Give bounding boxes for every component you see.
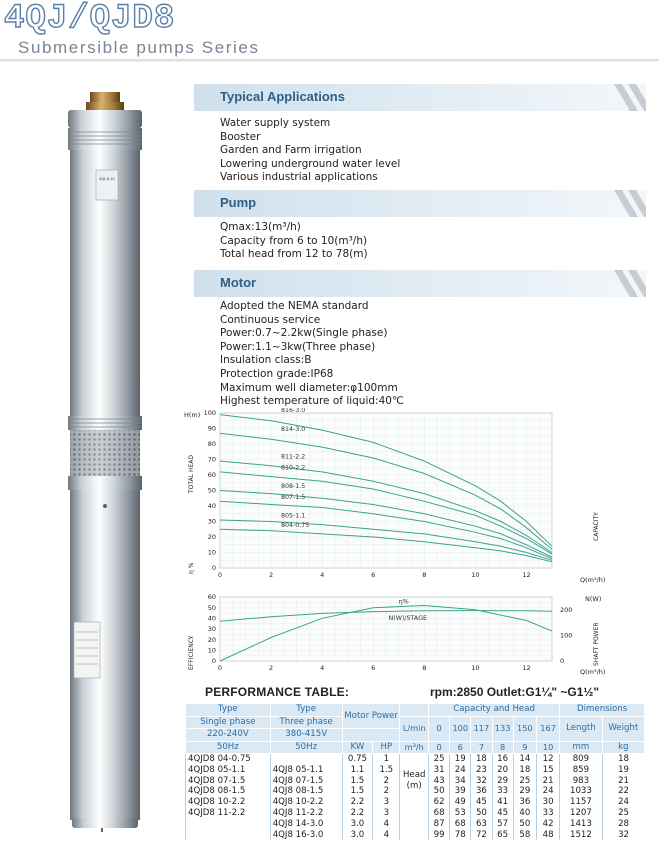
header-blank xyxy=(400,704,429,717)
header-kw: KW xyxy=(342,741,373,754)
performance-table xyxy=(185,703,645,840)
header-capacity-m3h: 0 xyxy=(429,741,450,754)
rpm-outlet-note: rpm:2850 Outlet:G1¼" ~G1½" xyxy=(430,685,600,699)
header-lmin: L/min xyxy=(400,716,429,741)
cell-kw: 3.0 xyxy=(342,830,373,841)
list-item: Insulation class:B xyxy=(220,354,312,367)
cell-hp: 3 xyxy=(373,808,400,819)
cell-single-model: 4QJD8 07-1.5 xyxy=(186,776,271,787)
cell-length: 1512 xyxy=(560,830,602,841)
series-label: 810-2.2 xyxy=(281,464,306,472)
list-item: Total head from 12 to 78(m) xyxy=(220,248,368,261)
list-item: Garden and Farm irrigation xyxy=(220,144,362,157)
cell-weight: 21 xyxy=(602,776,644,787)
y-tick-label: 30 xyxy=(207,625,216,634)
cell-head-value: 39 xyxy=(450,786,471,797)
y-tick-label: 20 xyxy=(207,635,216,644)
series-label: η% xyxy=(398,598,409,606)
cell-head-value: 25 xyxy=(513,776,536,787)
header-dimensions: Dimensions xyxy=(560,704,645,717)
header-capacity-lmin: 133 xyxy=(492,716,513,741)
header-capacity-m3h: 8 xyxy=(492,741,513,754)
cell-single-model: 4QJD8 08-1.5 xyxy=(186,786,271,797)
cell-head-value: 29 xyxy=(513,786,536,797)
cell-kw: 1.5 xyxy=(342,786,373,797)
cell-three-model: 4QJ8 11-2.2 xyxy=(270,808,342,819)
cell-head-label xyxy=(400,765,429,797)
header-single-hz: 50Hz xyxy=(186,741,271,754)
x-tick-label: 10 xyxy=(471,664,480,672)
cell-single-model xyxy=(186,830,271,841)
cell-kw: 2.2 xyxy=(342,808,373,819)
product-title: 4QJ/QJD8 xyxy=(4,0,176,38)
header-weight-unit: kg xyxy=(602,741,644,754)
cell-weight: 32 xyxy=(602,830,644,841)
cell-head-value: 78 xyxy=(450,830,471,841)
stripe-decoration-icon xyxy=(610,270,646,297)
y-tick-label: 50 xyxy=(207,603,216,612)
cell-hp: 4 xyxy=(373,830,400,841)
cell-head-value: 42 xyxy=(536,819,559,830)
cell-length: 1157 xyxy=(560,797,602,808)
shaft-power-axis-label: SHAFT POWER xyxy=(593,622,600,666)
cell-head-value: 57 xyxy=(492,819,513,830)
cell-three-model: 4QJ8 14-3.0 xyxy=(270,819,342,830)
cell-kw: 3.0 xyxy=(342,819,373,830)
header-capacity-lmin: 117 xyxy=(471,716,492,741)
y-tick-label: 50 xyxy=(207,486,216,495)
y2-tick-label: 100 xyxy=(560,631,573,640)
cell-length: 1033 xyxy=(560,786,602,797)
cell-single-model: 4QJD8 05-1.1 xyxy=(186,765,271,776)
cell-hp: 3 xyxy=(373,797,400,808)
stripe-decoration-icon xyxy=(610,84,646,111)
x-tick-label: 4 xyxy=(320,664,325,672)
header-capacity-lmin: 167 xyxy=(536,716,559,741)
cell-hp: 4 xyxy=(373,819,400,830)
series-label: 805-1.1 xyxy=(281,512,306,520)
cell-weight: 18 xyxy=(602,754,644,765)
pump-heading-band xyxy=(194,190,646,217)
y2-tick-label: 200 xyxy=(560,606,573,614)
list-item: Qmax:13(m³/h) xyxy=(220,221,301,233)
cell-three-model: 4QJ8 05-1.1 xyxy=(270,765,342,776)
cell-hp: 1.5 xyxy=(373,765,400,776)
cell-hp: 2 xyxy=(373,776,400,787)
cell-head-value: 18 xyxy=(513,765,536,776)
header-type-single: Type xyxy=(186,704,271,717)
cell-hp: 1 xyxy=(373,754,400,765)
header-m3h: m³/h xyxy=(400,741,429,754)
cell-head-value: 58 xyxy=(513,830,536,841)
cell-length: 1207 xyxy=(560,808,602,819)
total-head-axis-label: TOTAL HEAD xyxy=(188,455,195,493)
x-tick-label: 12 xyxy=(522,664,531,672)
header-capacity-lmin: 0 xyxy=(429,716,450,741)
y-tick-label: 90 xyxy=(207,424,216,433)
cell-head-value: 72 xyxy=(471,830,492,841)
cell-kw: 0.75 xyxy=(342,754,373,765)
cell-head-value: 20 xyxy=(492,765,513,776)
cell-head-value: 24 xyxy=(450,765,471,776)
motor-heading: Motor xyxy=(220,275,257,290)
pump-spec-list xyxy=(220,221,368,262)
cell-head-label-blank xyxy=(400,819,429,830)
x-tick-label: 0 xyxy=(217,571,223,579)
cell-head-value: 50 xyxy=(513,819,536,830)
cell-head-value: 43 xyxy=(429,776,450,787)
list-item: Water supply system xyxy=(220,117,331,129)
cell-head-value: 14 xyxy=(513,754,536,765)
table-row xyxy=(186,819,645,830)
header-length-unit: mm xyxy=(560,741,602,754)
cell-single-model: 4QJD8 04-0.75 xyxy=(186,754,271,765)
series-label: N(W)/STAGE xyxy=(388,615,427,623)
cell-weight: 22 xyxy=(602,786,644,797)
y-tick-label: 40 xyxy=(207,502,216,511)
cell-kw: 2.2 xyxy=(342,797,373,808)
cell-head-value: 32 xyxy=(471,776,492,787)
header-single-phase: Single phase xyxy=(186,716,271,729)
table-row xyxy=(186,765,645,776)
cell-head-value: 87 xyxy=(429,819,450,830)
cell-length: 859 xyxy=(560,765,602,776)
series-label: 811-2.2 xyxy=(281,453,306,461)
cell-head-value: 33 xyxy=(492,786,513,797)
cell-head-value: 25 xyxy=(429,754,450,765)
y-tick-label: 40 xyxy=(207,614,216,623)
product-subtitle: Submersible pumps Series xyxy=(18,38,260,57)
cell-head-value: 45 xyxy=(471,797,492,808)
cell-head-value: 21 xyxy=(536,776,559,787)
header-capacity-m3h: 9 xyxy=(513,741,536,754)
y-tick-label: 60 xyxy=(207,471,216,480)
series-label: 804-0.75 xyxy=(281,521,310,529)
pump-heading: Pump xyxy=(220,195,257,210)
list-item: Continuous service xyxy=(220,313,321,326)
header-three-voltage: 380-415V xyxy=(270,729,342,742)
y-tick-label: 10 xyxy=(207,548,216,557)
cell-head-value: 53 xyxy=(450,808,471,819)
cell-head-value: 50 xyxy=(471,808,492,819)
cell-head-value: 99 xyxy=(429,830,450,841)
cell-head-value: 63 xyxy=(471,819,492,830)
x-tick-label: 8 xyxy=(422,664,427,672)
cell-head-value: 31 xyxy=(429,765,450,776)
cell-three-model: 4QJ8 07-1.5 xyxy=(270,776,342,787)
cell-kw: 1.5 xyxy=(342,776,373,787)
x-tick-label: 10 xyxy=(471,571,480,579)
header-hp: HP xyxy=(373,741,400,754)
cell-head-value: 33 xyxy=(536,808,559,819)
efficiency-x-axis-label: Q(m³/h) xyxy=(580,668,606,676)
cell-head-value: 48 xyxy=(536,830,559,841)
stripe-decoration-icon xyxy=(610,190,646,217)
list-item: Protection grade:IP68 xyxy=(220,367,334,380)
cell-head-value: 68 xyxy=(429,808,450,819)
header-length: Length xyxy=(560,716,602,741)
header-divider xyxy=(0,59,659,62)
series-label: 807-1.5 xyxy=(281,494,306,502)
table-row xyxy=(186,808,645,819)
header-weight: Weight xyxy=(602,716,644,741)
x-tick-label: 6 xyxy=(371,664,376,672)
y-tick-label: 60 xyxy=(207,593,216,602)
cell-weight: 28 xyxy=(602,819,644,830)
capacity-axis-label: CAPACITY xyxy=(593,512,600,541)
list-item: Capacity from 6 to 10(m³/h) xyxy=(220,234,368,247)
series-label: 808-1.5 xyxy=(281,483,306,491)
efficiency-plot-area xyxy=(208,593,573,672)
cell-head-value: 12 xyxy=(536,754,559,765)
cell-three-model: 4QJ8 10-2.2 xyxy=(270,797,342,808)
x-tick-label: 2 xyxy=(269,664,274,672)
series-label: 816-3.0 xyxy=(281,408,306,415)
y2-tick-label: 0 xyxy=(560,657,565,666)
cell-single-model: 4QJD8 11-2.2 xyxy=(186,808,271,819)
cell-kw: 1.1 xyxy=(342,765,373,776)
x-tick-label: 2 xyxy=(269,571,274,579)
list-item: Highest temperature of liquid:40℃ xyxy=(220,395,404,408)
list-item: Adopted the NEMA standard xyxy=(220,300,369,312)
head-unit: (m) xyxy=(406,780,422,791)
header-capacity-m3h: 10 xyxy=(536,741,559,754)
series-label: 814-3.0 xyxy=(281,425,306,433)
motor-heading-band xyxy=(194,270,646,297)
cell-length: 1413 xyxy=(560,819,602,830)
cell-head-value: 30 xyxy=(536,797,559,808)
cell-three-model: 4QJ8 16-3.0 xyxy=(270,830,342,841)
power-axis-unit: N(W) xyxy=(585,595,602,603)
header-three-hz: 50Hz xyxy=(270,741,342,754)
y-tick-label: 70 xyxy=(207,455,216,464)
cell-head-value: 40 xyxy=(513,808,536,819)
cell-head-value: 29 xyxy=(492,776,513,787)
cell-three-model xyxy=(270,754,342,765)
cell-three-model: 4QJ8 08-1.5 xyxy=(270,786,342,797)
list-item: Maximum well diameter:φ100mm xyxy=(220,381,398,394)
list-item: Power:0.7~2.2kw(Single phase) xyxy=(220,327,388,340)
header-three-phase: Three phase xyxy=(270,716,342,729)
cell-single-model xyxy=(186,819,271,830)
cell-head-value: 36 xyxy=(471,786,492,797)
cell-head-value: 65 xyxy=(492,830,513,841)
table-row xyxy=(186,830,645,841)
head-x-axis-label: Q(m³/h) xyxy=(580,576,606,584)
performance-curves-chart xyxy=(180,408,659,678)
header-capacity-lmin: 150 xyxy=(513,716,536,741)
cell-head-value: 19 xyxy=(450,754,471,765)
list-item: Various industrial applications xyxy=(220,171,378,184)
cell-head-value: 15 xyxy=(536,765,559,776)
head-axis-unit: H(m) xyxy=(184,411,201,419)
cell-head-value: 23 xyxy=(471,765,492,776)
x-tick-label: 0 xyxy=(217,664,223,672)
list-item: Booster xyxy=(220,130,261,143)
head-plot-area xyxy=(204,408,552,579)
x-tick-label: 8 xyxy=(422,571,427,579)
motor-spec-list xyxy=(220,300,404,409)
cell-head-label-blank xyxy=(400,808,429,819)
cell-weight: 25 xyxy=(602,808,644,819)
cell-head-label-blank xyxy=(400,797,429,808)
cell-head-value: 41 xyxy=(492,797,513,808)
cell-head-value: 36 xyxy=(513,797,536,808)
head-label: Head xyxy=(402,770,426,781)
cell-head-label-top xyxy=(400,754,429,765)
cell-head-value: 24 xyxy=(536,786,559,797)
cell-weight: 24 xyxy=(602,797,644,808)
header-type-three: Type xyxy=(270,704,342,717)
y-tick-label: 100 xyxy=(203,409,216,418)
header-motor-power: Motor Power xyxy=(342,704,400,729)
applications-heading-band xyxy=(194,84,646,111)
cell-head-value: 49 xyxy=(450,797,471,808)
list-item: Lowering underground water level xyxy=(220,157,401,170)
cell-weight: 19 xyxy=(602,765,644,776)
cell-head-value: 18 xyxy=(471,754,492,765)
y-tick-label: 30 xyxy=(207,517,216,526)
pump-nameplate-text: 4QJ 8-10 xyxy=(99,177,115,181)
cell-head-value: 62 xyxy=(429,797,450,808)
efficiency-axis-label: EFFICIENCY xyxy=(188,635,195,670)
y-tick-label: 0 xyxy=(211,657,216,666)
y-tick-label: 0 xyxy=(211,564,216,573)
y-tick-label: 80 xyxy=(207,440,216,449)
cell-single-model: 4QJD8 10-2.2 xyxy=(186,797,271,808)
cell-head-value: 50 xyxy=(429,786,450,797)
applications-heading: Typical Applications xyxy=(220,89,345,104)
x-tick-label: 12 xyxy=(522,571,531,579)
list-item: Power:1.1~3kw(Three phase) xyxy=(220,340,376,353)
cell-head-value: 16 xyxy=(492,754,513,765)
eta-axis-label: η % xyxy=(188,562,195,574)
header-blank xyxy=(342,729,400,742)
table-row xyxy=(186,797,645,808)
cell-length: 809 xyxy=(560,754,602,765)
applications-list xyxy=(220,117,400,185)
header-capacity-head: Capacity and Head xyxy=(429,704,560,717)
header-single-voltage: 220-240V xyxy=(186,729,271,742)
header-capacity-m3h: 6 xyxy=(450,741,471,754)
cell-head-value: 45 xyxy=(492,808,513,819)
submersible-pump-image xyxy=(62,92,148,832)
y-tick-label: 10 xyxy=(207,646,216,655)
header-capacity-m3h: 7 xyxy=(471,741,492,754)
cell-head-value: 34 xyxy=(450,776,471,787)
cell-length: 983 xyxy=(560,776,602,787)
cell-head-label-blank xyxy=(400,830,429,841)
x-tick-label: 4 xyxy=(320,571,325,579)
header-capacity-lmin: 100 xyxy=(450,716,471,741)
y-tick-label: 20 xyxy=(207,533,216,542)
cell-hp: 2 xyxy=(373,786,400,797)
table-row xyxy=(186,754,645,765)
performance-table-title: PERFORMANCE TABLE: xyxy=(205,685,350,699)
x-tick-label: 6 xyxy=(371,571,376,579)
cell-head-value: 68 xyxy=(450,819,471,830)
